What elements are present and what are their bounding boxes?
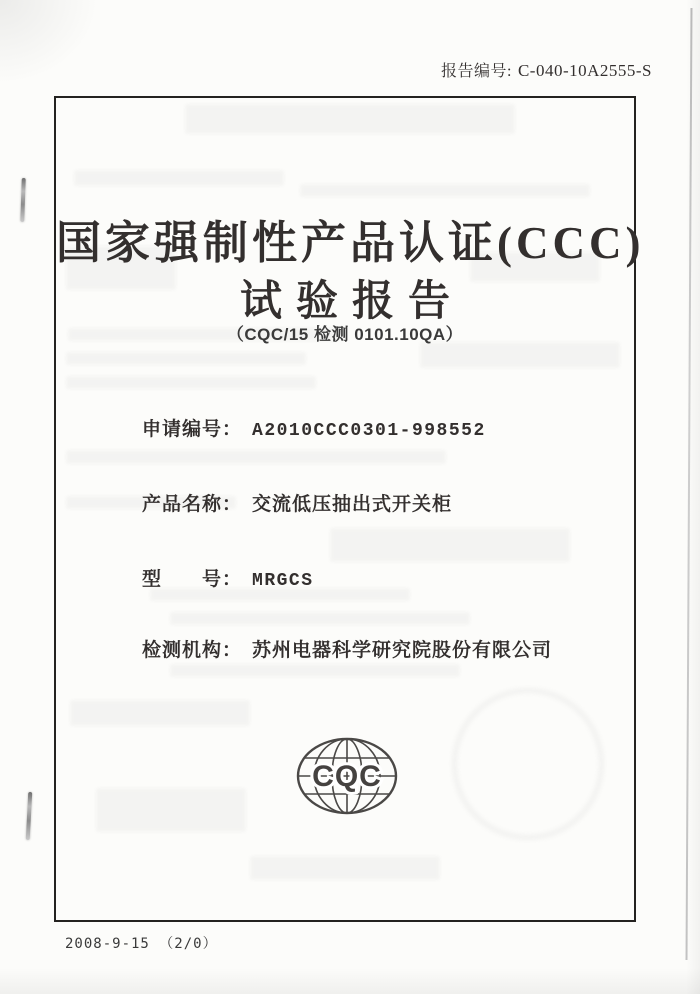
staple-mark-top [20,178,26,222]
field-application-number-value: A2010CCC0301-998552 [252,421,486,441]
field-test-agency-value: 苏州电器科学研究院股份有限公司 [252,640,553,661]
field-product-name [142,489,452,516]
field-product-name-value: 交流低压抽出式开关柜 [252,494,453,515]
report-number-value: C-040-10A2555-S [517,61,652,80]
document-frame [54,96,645,922]
document-title-line2: 试验报告 [239,279,464,325]
field-model-label: 型 号： [142,569,243,590]
staple-mark-bottom [26,792,33,840]
cqc-logo-text: CQC [312,760,382,793]
field-test-agency [142,635,552,662]
footer-date-page: 2008-9-15 （2/0） [65,936,218,952]
document-title-line1: 国家强制性产品认证(CCC) [56,218,645,268]
cqc-logo [295,736,399,816]
field-model [142,564,314,591]
field-product-name-label: 产品名称： [142,494,243,515]
field-test-agency-label: 检测机构： [142,640,243,661]
scan-page-edge [686,8,693,960]
field-application-number-label: 申请编号： [142,419,243,440]
field-application-number [142,414,486,441]
report-number-label: 报告编号: [440,63,512,80]
field-model-value: MRGCS [252,571,314,591]
document-subtitle: （CQC/15 检测 0101.10QA） [226,325,464,344]
report-number-line [441,58,652,81]
